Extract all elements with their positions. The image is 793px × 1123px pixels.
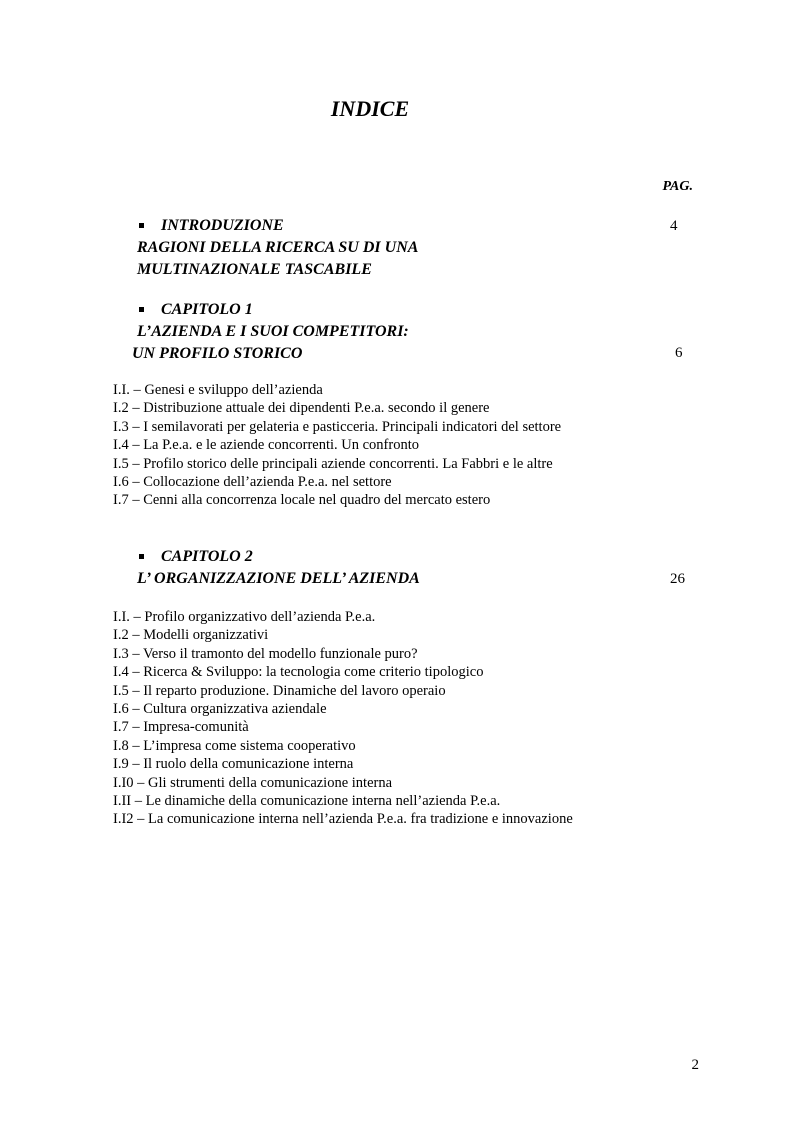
list-item: I.6 – Cultura organizzativa aziendale (113, 701, 327, 718)
list-item: I.3 – I semilavorati per gelateria e pasticceria. Principali indicatori del settore (113, 418, 562, 435)
page-number: 2 (691, 1057, 699, 1073)
section-subheading: L’ ORGANIZZAZIONE DELL’ AZIENDA (137, 570, 420, 587)
chapter-1-subsections (113, 381, 561, 510)
section-heading: CAPITOLO 2 (161, 548, 253, 565)
list-item: I.I. – Profilo organizzativo dell’azienda P.e.a. (113, 609, 376, 625)
section-heading: CAPITOLO 1 (161, 301, 253, 318)
list-item: I.5 – Il reparto produzione. Dinamiche del lavoro operaio (113, 682, 446, 699)
list-item: I.9 – Il ruolo della comunicazione interna (113, 756, 354, 773)
section-page-number: 4 (670, 218, 678, 234)
section-page-number: 26 (670, 571, 685, 587)
list-item: I.7 – Cenni alla concorrenza locale nel quadro del mercato estero (113, 492, 491, 509)
section-subheading: RAGIONI DELLA RICERCA SU DI UNA (137, 239, 419, 256)
list-item: I.I. – Genesi e sviluppo dell’azienda (113, 382, 323, 398)
page-title: INDICE (330, 96, 410, 121)
list-item: I.4 – La P.e.a. e le aziende concorrenti. Un confronto (113, 437, 419, 454)
chapter-2-subsections (113, 608, 573, 829)
bullet-icon (139, 554, 144, 559)
list-item: I.II – Le dinamiche della comunicazione interna nell’azienda P.e.a. (113, 793, 501, 810)
section-subheading: MULTINAZIONALE TASCABILE (137, 261, 372, 278)
section-subheading: L’AZIENDA E I SUOI COMPETITORI: (137, 323, 409, 340)
bullet-icon (139, 307, 144, 312)
list-item: I.I2 – La comunicazione interna nell’azienda P.e.a. fra tradizione e innovazione (113, 811, 573, 828)
list-item: I.8 – L’impresa come sistema cooperativo (113, 737, 356, 754)
page-column-label: PAG. (662, 179, 693, 194)
list-item: I.6 – Collocazione dell’azienda P.e.a. nel settore (113, 474, 392, 491)
bullet-icon (139, 223, 144, 228)
section-heading: INTRODUZIONE (161, 217, 284, 234)
list-item: I.3 – Verso il tramonto del modello funzionale puro? (113, 645, 418, 662)
list-item: I.2 – Distribuzione attuale dei dipendenti P.e.a. secondo il genere (113, 400, 490, 417)
list-item: I.7 – Impresa-comunità (113, 719, 249, 736)
list-item: I.2 – Modelli organizzativi (113, 627, 269, 644)
list-item: I.5 – Profilo storico delle principali aziende concorrenti. La Fabbri e le altre (113, 455, 553, 472)
list-item: I.I0 – Gli strumenti della comunicazione interna (113, 774, 393, 791)
list-item: I.4 – Ricerca & Sviluppo: la tecnologia come criterio tipologico (113, 664, 484, 681)
section-page-number: 6 (675, 345, 683, 361)
section-subheading: UN PROFILO STORICO (132, 345, 303, 362)
